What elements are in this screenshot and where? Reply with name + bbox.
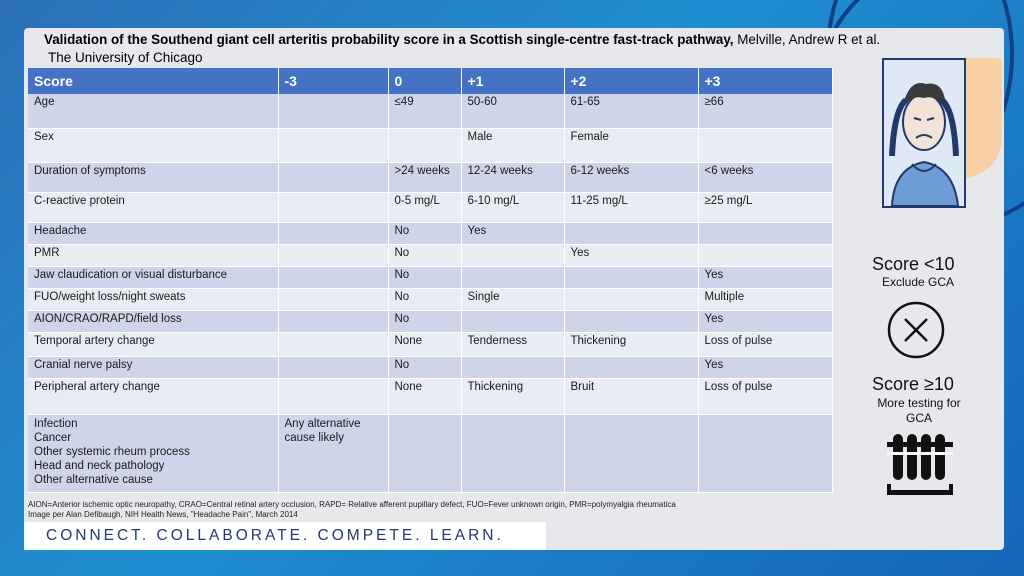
table-row bbox=[28, 332, 832, 356]
score-cell bbox=[564, 222, 698, 244]
score-cell: 61-65 bbox=[564, 94, 698, 128]
abbreviations-note: AION=Anterior ischemic optic neuropathy, CRAO=Central retinal artery occlusion, RAPD= Relative afferent pupillary defect, FUO=Fever unknown origin, PMR=polymyalgia rheumatica bbox=[28, 500, 676, 509]
score-cell: Multiple bbox=[698, 288, 832, 310]
score-cell: Male bbox=[461, 128, 564, 162]
score-cell: Thickening bbox=[564, 332, 698, 356]
score-cell: >24 weeks bbox=[388, 162, 461, 192]
row-label-cell: FUO/weight loss/night sweats bbox=[28, 288, 278, 310]
table-header-row bbox=[28, 68, 832, 94]
score-cell: 6-10 mg/L bbox=[461, 192, 564, 222]
table-row bbox=[28, 310, 832, 332]
score-high-label: Score ≥10 bbox=[872, 374, 954, 394]
score-cell bbox=[278, 192, 388, 222]
score-cell bbox=[461, 244, 564, 266]
row-label-cell: Duration of symptoms bbox=[28, 162, 278, 192]
score-cell bbox=[698, 244, 832, 266]
score-cell: Any alternative cause likely bbox=[278, 414, 388, 492]
score-cell bbox=[278, 288, 388, 310]
x-circle-icon bbox=[886, 300, 946, 360]
score-cell: None bbox=[388, 378, 461, 414]
table-row bbox=[28, 162, 832, 192]
score-cell bbox=[278, 266, 388, 288]
alternative-causes-cell bbox=[28, 414, 278, 492]
table-row bbox=[28, 378, 832, 414]
score-cell bbox=[461, 310, 564, 332]
row-label-cell: C-reactive protein bbox=[28, 192, 278, 222]
score-cell bbox=[461, 414, 564, 492]
header-cell: 0 bbox=[388, 68, 461, 94]
score-cell: 50-60 bbox=[461, 94, 564, 128]
score-cell bbox=[564, 266, 698, 288]
score-cell bbox=[278, 310, 388, 332]
score-cell: No bbox=[388, 244, 461, 266]
score-cell bbox=[564, 356, 698, 378]
table-row bbox=[28, 192, 832, 222]
score-cell: ≥66 bbox=[698, 94, 832, 128]
score-cell bbox=[564, 310, 698, 332]
row-label-cell: Headache bbox=[28, 222, 278, 244]
row-label-cell: Sex bbox=[28, 128, 278, 162]
score-cell bbox=[278, 378, 388, 414]
table-row bbox=[28, 94, 832, 128]
score-cell: No bbox=[388, 288, 461, 310]
table-row bbox=[28, 244, 832, 266]
row-label-cell: Temporal artery change bbox=[28, 332, 278, 356]
table-row bbox=[28, 414, 832, 492]
score-cell: Single bbox=[461, 288, 564, 310]
table-row bbox=[28, 266, 832, 288]
row-label-cell: Cranial nerve palsy bbox=[28, 356, 278, 378]
institution: The University of Chicago bbox=[48, 50, 203, 65]
row-label-cell: Peripheral artery change bbox=[28, 378, 278, 414]
score-cell bbox=[564, 414, 698, 492]
score-cell bbox=[564, 288, 698, 310]
title-authors: Melville, Andrew R et al. bbox=[737, 32, 881, 47]
table-row bbox=[28, 222, 832, 244]
alternative-cause-item: Infection bbox=[34, 417, 78, 430]
header-cell: +3 bbox=[698, 68, 832, 94]
alternative-cause-item: Other systemic rheum process bbox=[34, 445, 190, 458]
score-cell: Loss of pulse bbox=[698, 332, 832, 356]
score-cell bbox=[278, 356, 388, 378]
score-cell bbox=[388, 128, 461, 162]
score-cell: Thickening bbox=[461, 378, 564, 414]
score-cell: Loss of pulse bbox=[698, 378, 832, 414]
score-cell bbox=[388, 414, 461, 492]
score-cell: 12-24 weeks bbox=[461, 162, 564, 192]
score-cell: None bbox=[388, 332, 461, 356]
score-cell: Yes bbox=[698, 356, 832, 378]
score-table bbox=[28, 68, 833, 493]
score-cell bbox=[698, 414, 832, 492]
title-text: Validation of the Southend giant cell arteritis probability score in a Scottish single-centre fast-track pathway, bbox=[44, 32, 734, 47]
score-low-label: Score <10 bbox=[872, 254, 955, 274]
score-cell: <6 weeks bbox=[698, 162, 832, 192]
score-cell: 11-25 mg/L bbox=[564, 192, 698, 222]
table-row bbox=[28, 128, 832, 162]
score-cell bbox=[698, 128, 832, 162]
score-cell: Yes bbox=[564, 244, 698, 266]
score-cell: Tenderness bbox=[461, 332, 564, 356]
score-cell bbox=[278, 332, 388, 356]
table-row bbox=[28, 288, 832, 310]
score-cell: No bbox=[388, 266, 461, 288]
score-cell: Yes bbox=[461, 222, 564, 244]
image-credit: Image per Alan Defibaugh, NIH Health News, "Headache Pain", March 2014 bbox=[28, 510, 298, 519]
row-label-cell: AION/CRAO/RAPD/field loss bbox=[28, 310, 278, 332]
score-cell bbox=[278, 128, 388, 162]
banner: CONNECT. COLLABORATE. COMPETE. LEARN. bbox=[24, 522, 546, 550]
header-cell: Score bbox=[28, 68, 278, 94]
score-cell: Yes bbox=[698, 310, 832, 332]
slide bbox=[24, 28, 1004, 550]
score-cell: 6-12 weeks bbox=[564, 162, 698, 192]
slide-title bbox=[44, 32, 994, 48]
score-cell: No bbox=[388, 222, 461, 244]
score-cell bbox=[461, 356, 564, 378]
footnote bbox=[28, 500, 828, 520]
row-label-cell: Age bbox=[28, 94, 278, 128]
test-tubes-icon bbox=[885, 432, 955, 496]
score-cell: No bbox=[388, 356, 461, 378]
row-label-cell: PMR bbox=[28, 244, 278, 266]
score-cell: Bruit bbox=[564, 378, 698, 414]
score-high-action: More testing for GCA bbox=[877, 396, 961, 425]
alternative-cause-item: Other alternative cause bbox=[34, 473, 153, 486]
score-cell: No bbox=[388, 310, 461, 332]
score-cell bbox=[278, 162, 388, 192]
score-cell: Yes bbox=[698, 266, 832, 288]
score-cell: 0-5 mg/L bbox=[388, 192, 461, 222]
alternative-cause-item: Cancer bbox=[34, 431, 72, 444]
score-cell bbox=[698, 222, 832, 244]
header-cell: +1 bbox=[461, 68, 564, 94]
score-cell: Female bbox=[564, 128, 698, 162]
header-cell: -3 bbox=[278, 68, 388, 94]
score-cell: ≥25 mg/L bbox=[698, 192, 832, 222]
score-cell: ≤49 bbox=[388, 94, 461, 128]
row-label-cell: Jaw claudication or visual disturbance bbox=[28, 266, 278, 288]
headache-person-image bbox=[882, 58, 966, 208]
alternative-cause-item: Head and neck pathology bbox=[34, 459, 165, 472]
header-cell: +2 bbox=[564, 68, 698, 94]
table-row bbox=[28, 356, 832, 378]
score-cell bbox=[278, 94, 388, 128]
score-cell bbox=[461, 266, 564, 288]
score-cell bbox=[278, 244, 388, 266]
score-cell bbox=[278, 222, 388, 244]
score-low-action: Exclude GCA bbox=[882, 275, 955, 289]
